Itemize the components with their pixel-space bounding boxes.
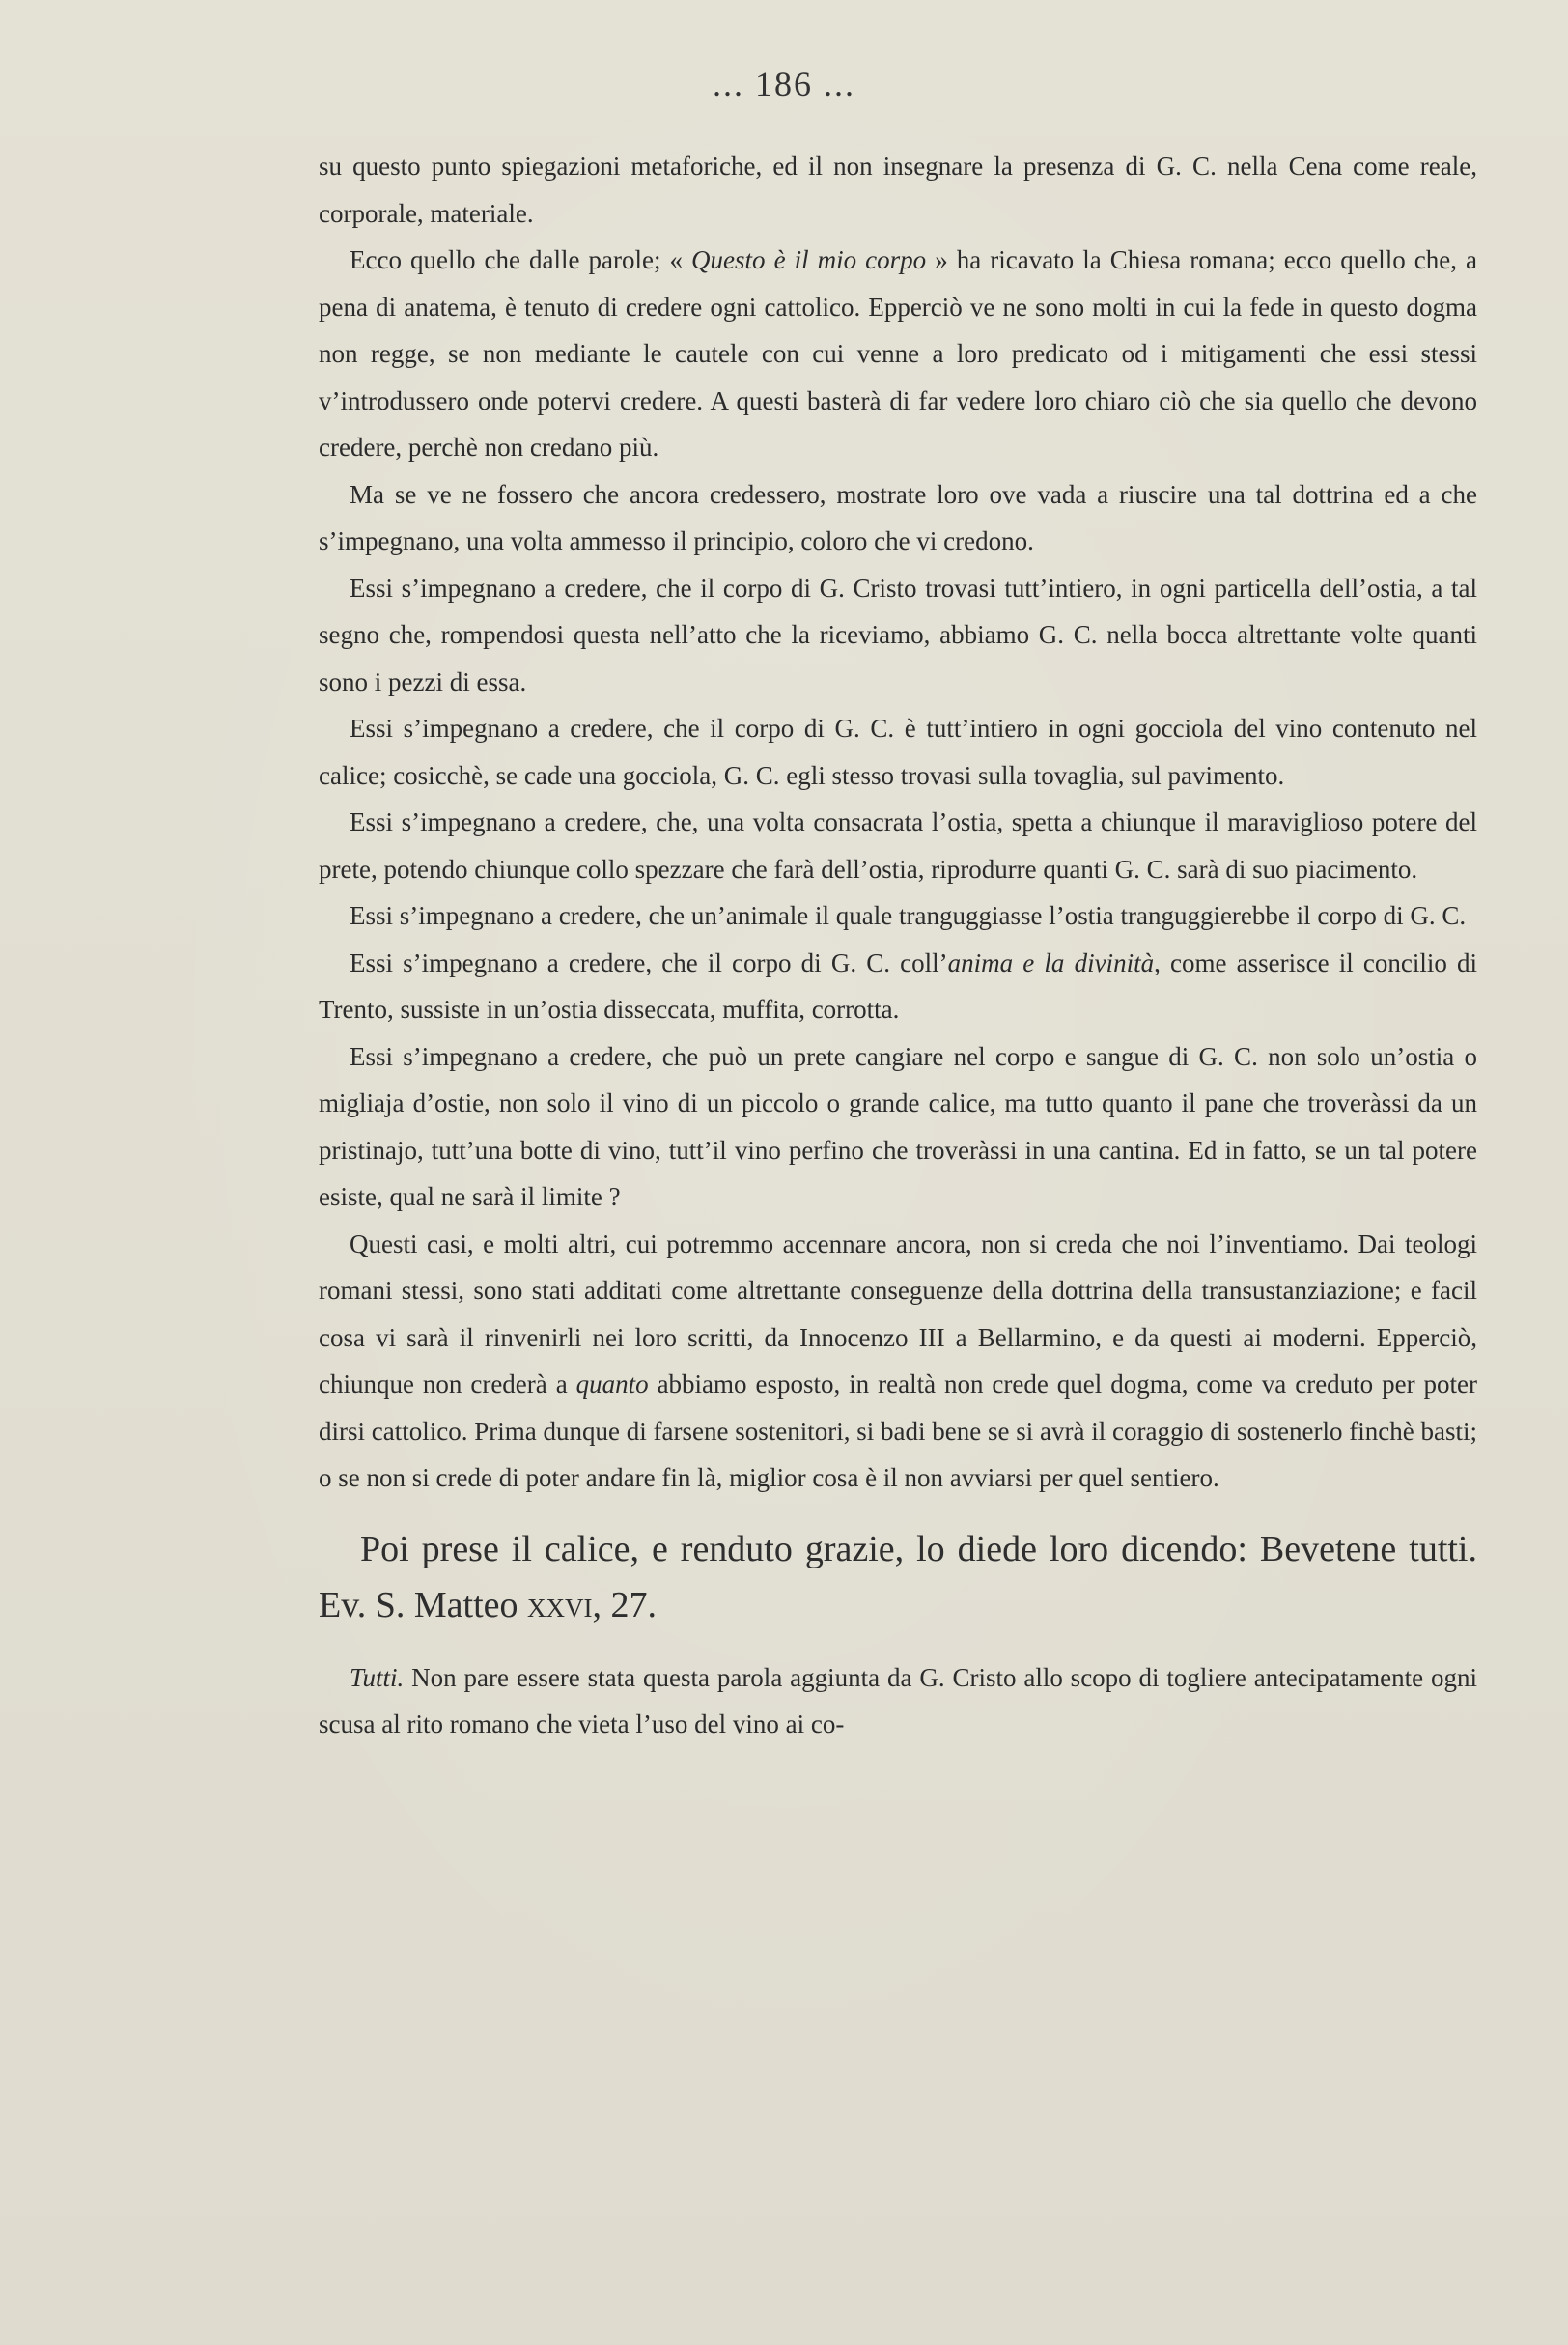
- text-segment: Essi s’impegnano a credere, che il corpo di G. C. coll’: [350, 947, 948, 977]
- paragraph-8: [319, 940, 1477, 1033]
- text-segment: » ha ricavato la Chiesa romana; ecco quello che, a pena di anatema, è tenuto di credere ogni cattolico. Epperciò ve ne sono molti in cui la fede in questo dogma non regge, se non mediante le cautele con cui venne a loro predicato od i mitigamenti che essi stessi v’introdussero onde potervi credere. A questi basterà di far vedere loro chiaro ciò che sia quello che devono credere, perchè non credano più.: [319, 245, 1477, 462]
- body-text: [319, 143, 1477, 1748]
- text-segment: Essi s’impegnano a credere, che può un prete cangiare nel corpo e sangue di G. C. non solo un’ostia o migliaja d’ostie, non solo il vino di un piccolo o grande calice, ma tutto quanto il pane che troveràssi da un pristinajo, tutt’una botte di vino, tutt’il vino perfino che troveràssi in una cantina. Ed in fatto, se un tal potere esiste, qual ne sarà il limite ?: [319, 1041, 1477, 1211]
- paragraph-11: [319, 1654, 1477, 1748]
- text-segment: abbiamo esposto, in realtà non crede quel dogma, come va creduto per poter dirsi cattolico. Prima dunque di farsene sostenitori, si badi bene se si avrà il coraggio di sostenerlo finchè basti; o se non si crede di poter andare fin là, miglior cosa è il non avviarsi per quel sentiero.: [319, 1370, 1478, 1492]
- text-segment: Essi s’impegnano a credere, che un’animale il quale tranguggiasse l’ostia tranguggierebbe il corpo di G. C.: [350, 901, 1467, 930]
- heading-chapter: xxvi: [527, 1584, 593, 1625]
- paragraph-3: [319, 471, 1477, 565]
- text-segment: su questo punto spiegazioni metaforiche, ed il non insegnare la presenza di G. C. nella Cena come reale, corporale, materiale.: [319, 152, 1477, 228]
- text-segment: Ma se ve ne fossero che ancora credessero, mostrate loro ove vada a riuscire una tal dottrina ed a che s’impegnano, una volta ammesso il principio, coloro che vi credono.: [319, 479, 1477, 555]
- text-segment: Ecco quello che dalle parole; «: [350, 245, 692, 274]
- heading-verse: , 27.: [592, 1584, 658, 1625]
- scripture-heading: [319, 1521, 1477, 1633]
- text-segment: Essi s’impegnano a credere, che, una volta consacrata l’ostia, spetta a chiunque il maraviglioso potere del prete, potendo chiunque collo spezzare che farà dell’ostia, riprodurre quanti G. C. sarà di suo piacimento.: [319, 807, 1477, 884]
- italic-text: quanto: [575, 1370, 649, 1399]
- page-number: ... 186 ...: [713, 65, 855, 103]
- paragraph-2: [319, 237, 1477, 471]
- text-segment: , come asserisce il concilio di Trento, sussiste in un’ostia disseccata, muffita, corrotta.: [319, 947, 1478, 1024]
- italic-text: Tutti.: [350, 1662, 405, 1692]
- paragraph-10: [319, 1221, 1477, 1502]
- text-segment: Non pare essere stata questa parola aggiunta da G. Cristo allo scopo di togliere antecipatamente ogni scusa al rito romano che vieta l’uso del vino ai co-: [319, 1662, 1477, 1738]
- text-segment: Essi s’impegnano a credere, che il corpo di G. C. è tutt’intiero in ogni gocciola del vino contenuto nel calice; cosicchè, se cade una gocciola, G. C. egli stesso trovasi sulla tovaglia, sul pavimento.: [319, 714, 1477, 790]
- paragraph-4: [319, 565, 1477, 706]
- paragraph-9: [319, 1033, 1477, 1221]
- italic-text: Questo è il mio corpo: [691, 245, 927, 274]
- italic-text: anima e la divinità: [947, 947, 1155, 977]
- text-segment: Questi casi, e molti altri, cui potremmo accennare ancora, non si creda che noi l’inventiamo. Dai teologi romani stessi, sono stati additati come altrettante conseguenze della dottrina della transustanziazione; e facil cosa vi sarà il rinvenirli nei loro scritti, da Innocenzo III a Bellarmino, e da questi ai moderni. Epperciò, chiunque non crederà a: [319, 1229, 1477, 1399]
- text-segment: Essi s’impegnano a credere, che il corpo di G. Cristo trovasi tutt’intiero, in ogni particella dell’ostia, a tal segno che, rompendosi questa nell’atto che la riceviamo, abbiamo G. C. nella bocca altrettante volte quanti sono i pezzi di essa.: [319, 573, 1477, 696]
- paragraph-5: [319, 705, 1477, 799]
- paragraph-1: [319, 143, 1477, 237]
- paragraph-6: [319, 799, 1477, 892]
- heading-main-text: Poi prese il calice, e renduto grazie, lo diede loro dicendo: Bevetene tutti. Ev. S. Matteo: [319, 1528, 1477, 1625]
- paragraph-7: [319, 892, 1477, 940]
